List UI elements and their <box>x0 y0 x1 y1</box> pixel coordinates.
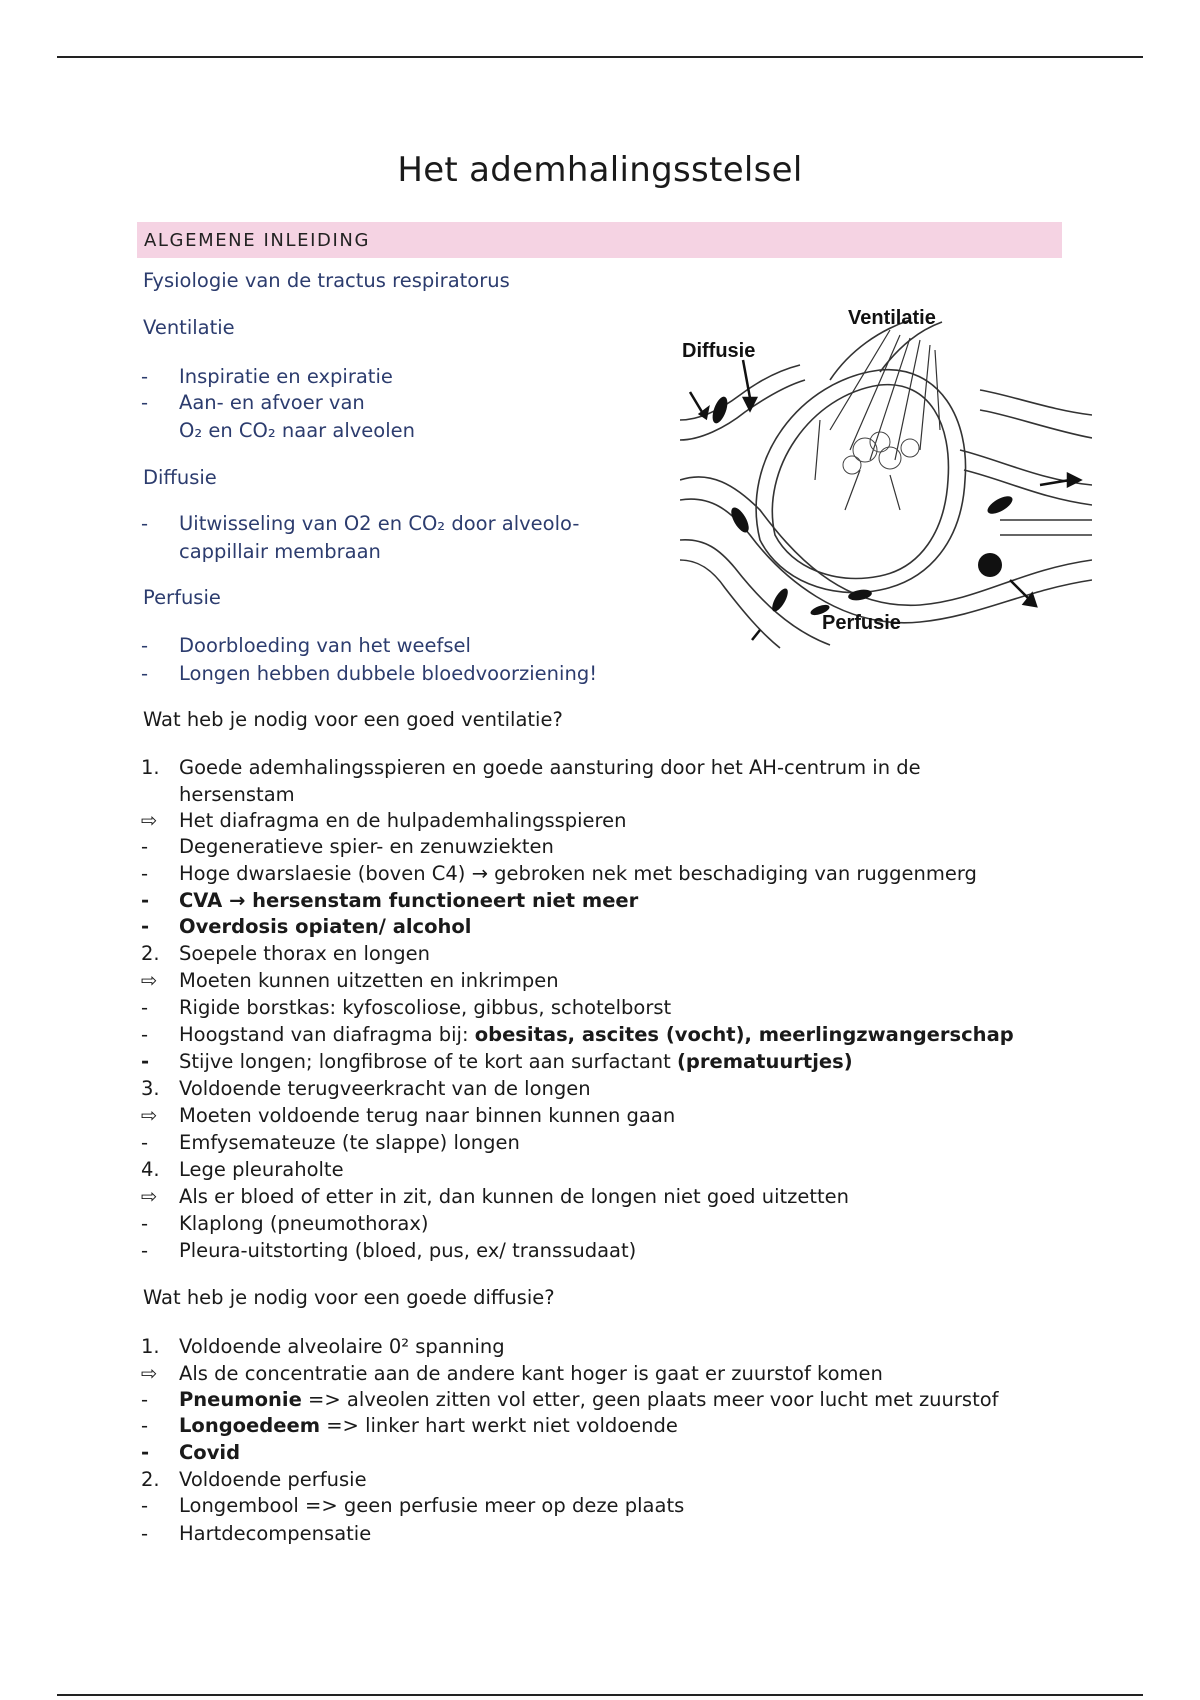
list-item <box>179 1413 678 1439</box>
list-item: cappillair membraan <box>179 540 381 563</box>
list-item: Covid <box>179 1441 241 1464</box>
list-bullet: - <box>141 365 149 388</box>
list-number: 1. <box>141 756 160 779</box>
list-bullet: - <box>141 1131 149 1154</box>
list-item: Overdosis opiaten/ alcohol <box>179 915 472 938</box>
list-item-bold: Longoedeem <box>179 1414 321 1437</box>
list-bullet: - <box>141 1441 150 1464</box>
list-bullet: - <box>141 512 149 535</box>
list-item: Voldoende terugveerkracht van de longen <box>179 1077 591 1100</box>
list-item-bold: Pneumonie <box>179 1388 302 1411</box>
list-item: Goede ademhalingsspieren en goede aansturing door het AH-centrum in de <box>179 756 921 779</box>
list-item: Rigide borstkas: kyfoscoliose, gibbus, schotelborst <box>179 996 672 1019</box>
subtitle: Fysiologie van de tractus respiratorus <box>143 269 510 292</box>
list-item: Als er bloed of etter in zit, dan kunnen de longen niet goed uitzetten <box>179 1185 850 1208</box>
arrow-marker: ⇨ <box>141 1104 158 1127</box>
list-item: Longembool => geen perfusie meer op deze plaats <box>179 1494 685 1517</box>
arrow-marker: ⇨ <box>141 1362 158 1385</box>
list-number: 2. <box>141 942 160 965</box>
list-bullet: - <box>141 1050 150 1073</box>
list-bullet: - <box>141 1494 149 1517</box>
list-item: Longen hebben dubbele bloedvoorziening! <box>179 662 598 685</box>
diffusie-heading: Diffusie <box>143 466 217 489</box>
arrow-marker: ⇨ <box>141 1185 158 1208</box>
list-item-text: Stijve longen; longfibrose of te kort aan surfactant <box>179 1050 677 1073</box>
list-number: 3. <box>141 1077 160 1100</box>
list-item: Emfysemateuze (te slappe) longen <box>179 1131 520 1154</box>
list-bullet: - <box>141 662 149 685</box>
list-bullet: - <box>141 1023 149 1046</box>
list-bullet: - <box>141 1388 149 1411</box>
alveolus-diagram <box>680 307 1092 650</box>
list-bullet: - <box>141 996 149 1019</box>
list-bullet: - <box>141 391 149 414</box>
figure-label-diffusie: Diffusie <box>682 340 756 362</box>
list-item <box>179 1022 1014 1048</box>
list-item: Aan- en afvoer van <box>179 391 365 414</box>
list-bullet: - <box>141 1522 149 1545</box>
diff-question: Wat heb je nodig voor een goede diffusie? <box>143 1286 555 1309</box>
list-bullet: - <box>141 634 149 657</box>
list-number: 1. <box>141 1335 160 1358</box>
perfusie-heading: Perfusie <box>143 586 221 609</box>
list-item-text: => linker hart werkt niet voldoende <box>320 1414 678 1437</box>
list-item: Voldoende alveolaire 0² spanning <box>179 1335 505 1358</box>
list-item: Inspiratie en expiratie <box>179 365 393 388</box>
list-item: Moeten kunnen uitzetten en inkrimpen <box>179 969 559 992</box>
list-item <box>179 1387 999 1413</box>
list-item: Degeneratieve spier- en zenuwziekten <box>179 835 554 858</box>
list-item: Soepele thorax en longen <box>179 942 430 965</box>
list-item <box>179 1049 853 1075</box>
list-item: CVA → hersenstam functioneert niet meer <box>179 889 639 912</box>
list-item: Pleura-uitstorting (bloed, pus, ex/ transsudaat) <box>179 1239 637 1262</box>
list-item: Voldoende perfusie <box>179 1468 367 1491</box>
list-item-text: => alveolen zitten vol etter, geen plaats meer voor lucht met zuurstof <box>301 1388 999 1411</box>
bottom-rule <box>57 1694 1143 1696</box>
list-item: Het diafragma en de hulpademhalingsspieren <box>179 809 627 832</box>
section-header <box>137 222 1062 258</box>
list-item-bold: (prematuurtjes) <box>676 1050 853 1073</box>
list-item: Lege pleuraholte <box>179 1158 344 1181</box>
list-item: Hartdecompensatie <box>179 1522 372 1545</box>
vent-question: Wat heb je nodig voor een goed ventilatie? <box>143 708 563 731</box>
list-bullet: - <box>141 862 149 885</box>
list-item-text: Hoogstand van diafragma bij: <box>179 1023 475 1046</box>
arrow-marker: ⇨ <box>141 809 158 832</box>
figure-label-perfusie: Perfusie <box>822 612 901 634</box>
list-item: Hoge dwarslaesie (boven C4) → gebroken nek met beschadiging van ruggenmerg <box>179 862 977 885</box>
list-item: Als de concentratie aan de andere kant hoger is gaat er zuurstof komen <box>179 1362 883 1385</box>
list-item: hersenstam <box>179 783 295 806</box>
list-bullet: - <box>141 1212 149 1235</box>
list-item: O₂ en CO₂ naar alveolen <box>179 419 415 442</box>
figure-label-ventilatie: Ventilatie <box>848 307 936 329</box>
list-number: 2. <box>141 1468 160 1491</box>
list-bullet: - <box>141 1239 149 1262</box>
list-number: 4. <box>141 1158 160 1181</box>
list-bullet: - <box>141 915 150 938</box>
list-item: Doorbloeding van het weefsel <box>179 634 471 657</box>
list-bullet: - <box>141 835 149 858</box>
list-item: Moeten voldoende terug naar binnen kunnen gaan <box>179 1104 676 1127</box>
top-rule <box>57 56 1143 58</box>
list-bullet: - <box>141 1414 149 1437</box>
list-bullet: - <box>141 889 150 912</box>
page-title: Het ademhalingsstelsel <box>397 150 803 190</box>
list-item: Uitwisseling van O2 en CO₂ door alveolo- <box>179 512 580 535</box>
arrow-marker: ⇨ <box>141 969 158 992</box>
list-item-bold: obesitas, ascites (vocht), meerlingzwangerschap <box>474 1023 1014 1046</box>
ventilatie-heading: Ventilatie <box>143 316 235 339</box>
list-item: Klaplong (pneumothorax) <box>179 1212 429 1235</box>
section-title: ALGEMENE INLEIDING <box>144 230 370 251</box>
